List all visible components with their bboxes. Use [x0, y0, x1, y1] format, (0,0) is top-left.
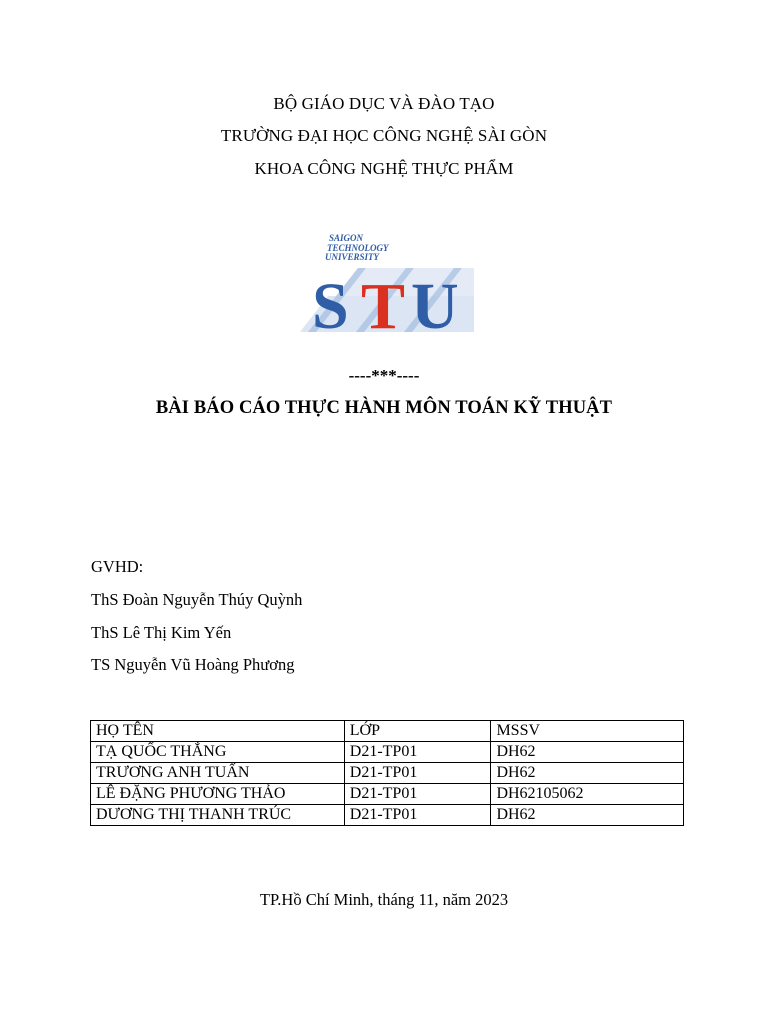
cell-student-id: DH62 [491, 742, 684, 763]
logo-letter-s: S [312, 270, 349, 338]
members-table [90, 720, 684, 826]
logo-letter-u: U [411, 270, 459, 338]
report-title: BÀI BÁO CÁO THỰC HÀNH MÔN TOÁN KỸ THUẬT [155, 398, 613, 418]
header-cell-class: LỚP [344, 721, 491, 742]
supervisor-name: ThS Đoàn Nguyễn Thúy Quỳnh [91, 590, 303, 609]
table-row [91, 784, 684, 805]
faculty-heading: KHOA CÔNG NGHỆ THỰC PHẨM [254, 159, 514, 178]
logo-text-technology: TECHNOLOGY [327, 243, 389, 253]
cell-name: TẠ QUỐC THẮNG [91, 742, 345, 763]
logo-text-saigon: SAIGON [329, 233, 364, 243]
header-cell-name: HỌ TÊN [91, 721, 345, 742]
supervisor-name: ThS Lê Thị Kim Yến [91, 623, 232, 642]
cell-class: D21-TP01 [344, 784, 491, 805]
table-header-row [91, 721, 684, 742]
cell-class: D21-TP01 [344, 805, 491, 826]
stu-logo [298, 232, 476, 338]
cell-class: D21-TP01 [344, 763, 491, 784]
place-date: TP.Hồ Chí Minh, tháng 11, năm 2023 [259, 890, 509, 909]
supervisor-name: TS Nguyễn Vũ Hoàng Phương [91, 655, 295, 674]
cell-student-id: DH62 [491, 763, 684, 784]
table-row [91, 805, 684, 826]
separator: ----***---- [348, 366, 420, 385]
logo-text-university: UNIVERSITY [325, 252, 380, 262]
table-row [91, 763, 684, 784]
header-cell-student-id: MSSV [491, 721, 684, 742]
cell-student-id: DH62105062 [491, 784, 684, 805]
cell-class: D21-TP01 [344, 742, 491, 763]
logo-letter-t: T [361, 270, 406, 338]
university-heading: TRƯỜNG ĐẠI HỌC CÔNG NGHỆ SÀI GÒN [220, 126, 548, 145]
cell-name: DƯƠNG THỊ THANH TRÚC [91, 805, 345, 826]
cell-student-id: DH62 [491, 805, 684, 826]
cell-name: LÊ ĐẶNG PHƯƠNG THẢO [91, 784, 345, 805]
table-row [91, 742, 684, 763]
supervisor-label: GVHD: [91, 557, 144, 576]
cell-name: TRƯƠNG ANH TUẤN [91, 763, 345, 784]
ministry-heading: BỘ GIÁO DỤC VÀ ĐÀO TẠO [273, 94, 495, 113]
